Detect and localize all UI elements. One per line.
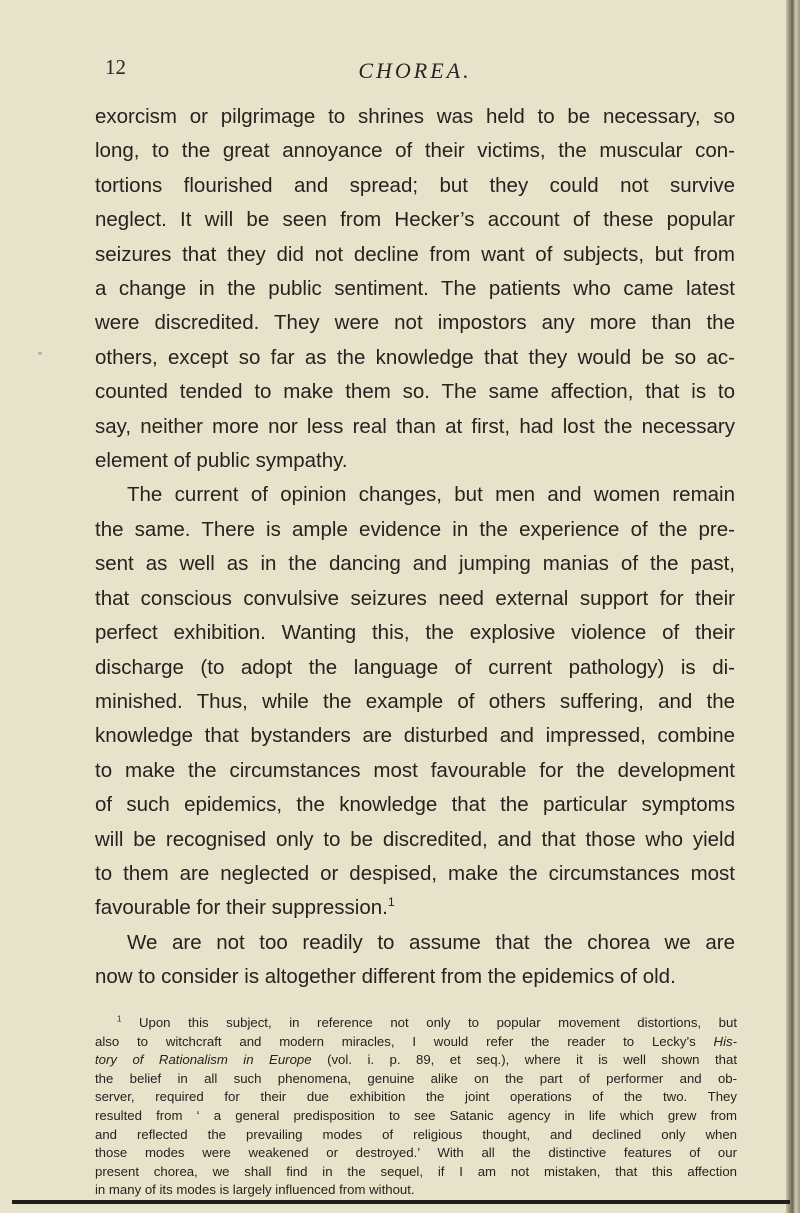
- page-header: [95, 55, 735, 85]
- running-head: CHOREA.: [358, 58, 472, 83]
- text-line-with-footnote-ref: [95, 891, 735, 925]
- footnote-reference: 1: [387, 895, 395, 910]
- text-line: We are not too readily to assume that the chorea we are: [127, 930, 735, 954]
- text-line: sent as well as in the dancing and jumping manias of the past,: [95, 552, 735, 576]
- footnote-line: the belief in all such phenomena, genuine alike on the part of performer and ob-: [95, 1070, 737, 1086]
- footnote-line: [95, 1051, 737, 1070]
- footnote-text: also to witchcraft and modern miracles, I would refer the reader to Lecky’s: [95, 1033, 696, 1049]
- footnote-line: resulted from ‘ a general predisposition to see Satanic agency in life which grew from: [95, 1107, 737, 1123]
- book-title-italic: His-: [713, 1033, 737, 1049]
- text-line: perfect exhibition. Wanting this, the explosive violence of their: [95, 621, 735, 645]
- text-line: discharge (to adopt the language of current pathology) is di-: [95, 655, 735, 679]
- footnote-marker: 1: [117, 1014, 122, 1024]
- footnote-text: (vol. i. p. 89, et seq.), where it is well shown that: [327, 1052, 737, 1068]
- text-line: favourable for their suppression.: [95, 896, 388, 920]
- text-line: exorcism or pilgrimage to shrines was held to be necessary, so: [95, 105, 735, 128]
- text-line: a change in the public sentiment. The patients who came latest: [95, 277, 735, 301]
- text-line: The current of opinion changes, but men and women remain: [127, 483, 735, 507]
- footnote: [95, 1014, 737, 1200]
- margin-pencil-mark: ˇ: [37, 351, 43, 365]
- footnote-line: server, required for their due exhibition the joint operations of the two. They: [95, 1089, 737, 1105]
- text-line: were discredited. They were not impostors any more than the: [95, 311, 735, 335]
- text-line: say, neither more nor less real than at first, had lost the necessary: [95, 414, 735, 438]
- text-line: others, except so far as the knowledge that they would be so ac-: [95, 345, 735, 369]
- text-line: minished. Thus, while the example of others suffering, and the: [95, 689, 735, 713]
- footnote-line: in many of its modes is largely influenced from without.: [95, 1182, 415, 1198]
- text-line: to them are neglected or despised, make the circumstances most: [95, 861, 735, 885]
- footnote-line: present chorea, we shall find in the sequel, if I am not mistaken, that this affection: [95, 1163, 737, 1179]
- footnote-line: [95, 1033, 737, 1052]
- footnote-line: and reflected the prevailing modes of religious thought, and declined only when: [95, 1126, 737, 1142]
- footnote-text: Upon this subject, in reference not only to popular movement distortions, but: [138, 1015, 737, 1030]
- bottom-edge-rule: [12, 1200, 790, 1204]
- book-title-italic: tory of Rationalism in Europe: [95, 1052, 312, 1068]
- body-text: [95, 100, 735, 995]
- text-line: that conscious convulsive seizures need external support for their: [95, 586, 735, 610]
- text-line: the same. There is ample evidence in the experience of the pre-: [95, 517, 735, 541]
- text-line: counted tended to make them so. The same affection, that is to: [95, 380, 735, 404]
- text-line: will be recognised only to be discredited, and that those who yield: [95, 827, 735, 851]
- text-line: tortions flourished and spread; but they could not survive: [95, 173, 735, 197]
- text-line: seizures that they did not decline from want of subjects, but from: [95, 242, 735, 266]
- text-line: long, to the great annoyance of their victims, the muscular con-: [95, 139, 735, 163]
- footnote-line: [95, 1014, 737, 1033]
- text-line: element of public sympathy.: [95, 449, 348, 473]
- footnote-line: those modes were weakened or destroyed.’ With all the distinctive features of our: [95, 1145, 737, 1161]
- text-line: now to consider is altogether different from the epidemics of old.: [95, 965, 676, 989]
- text-line: of such epidemics, the knowledge that the particular symptoms: [95, 793, 735, 817]
- text-line: to make the circumstances most favourable for the development: [95, 758, 735, 782]
- page-edge-shadow: [786, 0, 800, 1213]
- text-line: knowledge that bystanders are disturbed and impressed, combine: [95, 724, 735, 748]
- text-line: neglect. It will be seen from Hecker’s account of these popular: [95, 208, 735, 232]
- page-number: 12: [105, 55, 126, 79]
